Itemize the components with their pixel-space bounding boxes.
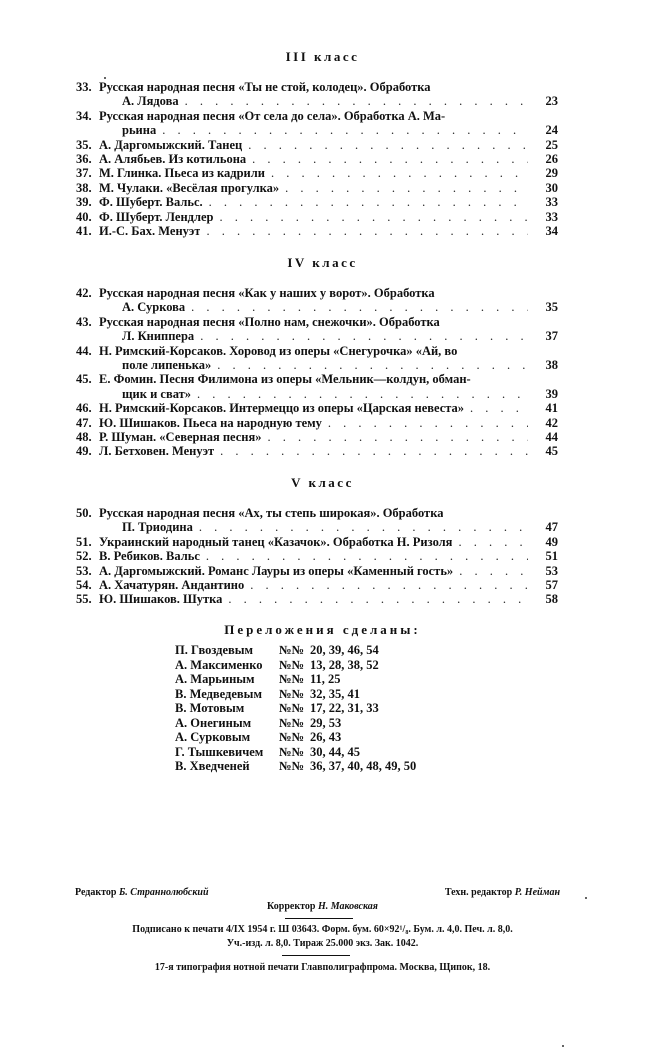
dot-leader	[200, 329, 528, 343]
arranger-name: А. Сурковым	[175, 730, 251, 744]
arranger-name: В. Медведевым	[175, 686, 262, 701]
toc-entry-page: 38	[545, 358, 558, 373]
signed-to-print-line-1: Подписано к печати 4/IX 1954 г. Ш 03643. Форм. бум. 60×92¹/₈. Бум. л. 4,0. Печ. л. 8,0.	[132, 924, 513, 935]
toc-entry-number: 40.	[76, 209, 92, 224]
toc-entry-page: 53	[545, 563, 558, 578]
toc-entry-line	[76, 152, 558, 166]
toc-entry	[76, 506, 558, 535]
arranged-numbers: 20, 39, 46, 54	[310, 643, 379, 657]
toc-entry-line	[76, 315, 558, 329]
toc-entry-line	[76, 80, 558, 94]
divider-rule	[282, 955, 350, 956]
dot-leader	[285, 181, 528, 195]
toc-entry	[76, 286, 558, 315]
toc-entry-title: Русская народная песня «От села до села». Обработка А. Ма-	[99, 108, 446, 123]
toc-entry-number: 55.	[76, 592, 92, 607]
toc-entry-title: Русская народная песня «Полно нам, снежочки». Обработка	[99, 314, 440, 329]
arranged-numbers: 36, 37, 40, 48, 49, 50	[310, 759, 417, 773]
dot-leader	[458, 535, 528, 549]
dot-leader	[191, 300, 528, 314]
toc-entry-line	[76, 444, 558, 458]
toc-entry-page: 39	[545, 386, 558, 401]
toc-entry	[76, 535, 558, 549]
arrangement-row	[175, 643, 416, 658]
toc-entry-number: 50.	[76, 506, 92, 520]
toc-entry-number: 51.	[76, 534, 92, 549]
dot-leader	[197, 387, 528, 401]
toc-entry	[76, 109, 558, 138]
section-heading-iii: III класс	[285, 49, 360, 64]
toc-entry-line	[76, 224, 558, 238]
toc-entry-title: В. Ребиков. Вальс	[99, 549, 200, 564]
toc-entry-page: 26	[545, 152, 558, 167]
toc-entry	[76, 181, 558, 195]
toc-entry	[76, 195, 558, 209]
tech-editor	[445, 887, 560, 898]
toc-entry-title: Ф. Шуберт. Лендлер	[99, 209, 214, 224]
toc-entry-line	[76, 430, 558, 444]
editors-row	[75, 887, 560, 898]
number-sign: №№	[279, 701, 305, 715]
toc-entry-line	[76, 506, 558, 520]
toc-entry-title: Русская народная песня «Ты не стой, колодец». Обработка	[99, 80, 431, 94]
toc-entry-title: Н. Римский-Корсаков. Интермеццо из оперы «Царская невеста»	[99, 401, 465, 416]
toc-entry	[76, 564, 558, 578]
toc-entry-page: 57	[545, 578, 558, 593]
dot-leader	[250, 578, 528, 592]
toc-entry-title: Русская народная песня «Как у наших у ворот». Обработка	[99, 286, 435, 300]
toc-entry	[76, 416, 558, 430]
toc-entry-page: 25	[545, 137, 558, 152]
toc-entry-line	[76, 181, 558, 195]
toc-entry-title: Е. Фомин. Песня Филимона из оперы «Мельник—колдун, обман-	[99, 372, 471, 387]
printer-line: 17-я типография нотной печати Главполиграфпрома. Москва, Щипок, 18.	[154, 962, 491, 973]
toc-entry	[76, 138, 558, 152]
toc-entry-title: рьина	[122, 123, 157, 138]
toc-entry-number: 39.	[76, 195, 92, 210]
toc-entry-title: А. Алябьев. Из котильона	[99, 152, 247, 167]
arranger-name: В. Мотовым	[175, 701, 245, 715]
toc-entry-title: Л. Книппера	[122, 329, 195, 344]
dot-leader	[162, 123, 528, 137]
toc-entry-number: 47.	[76, 415, 92, 430]
dot-leader	[206, 224, 528, 238]
arranged-numbers: 11, 25	[310, 672, 341, 686]
toc-entry-line	[76, 210, 558, 224]
dot-leader	[268, 430, 529, 444]
toc-entry-number: 41.	[76, 224, 92, 239]
arranged-numbers: 13, 28, 38, 52	[310, 657, 379, 672]
toc-entry-title: А. Даргомыжский. Романс Лауры из оперы «Каменный гость»	[99, 563, 454, 578]
toc-entry	[76, 224, 558, 238]
tech-editor-label: Техн. редактор	[444, 887, 513, 898]
toc-entry-number: 35.	[76, 137, 92, 152]
toc-entry	[76, 430, 558, 444]
dot-leader	[220, 444, 528, 458]
toc-entry-number: 44.	[76, 343, 92, 358]
toc-entry	[76, 152, 558, 166]
arrangement-row	[175, 716, 416, 731]
section-heading-v: V класс	[291, 475, 354, 490]
toc-entry-continuation	[76, 300, 558, 314]
toc-entry-page: 45	[545, 444, 558, 459]
arrangement-row	[175, 730, 416, 745]
toc-entry-line	[76, 344, 558, 358]
arrangement-row	[175, 687, 416, 702]
toc-entry-continuation	[76, 94, 558, 108]
toc-entry	[76, 401, 558, 415]
toc-entry-number: 42.	[76, 286, 92, 300]
toc-entry-line	[76, 535, 558, 549]
toc-entry-page: 23	[545, 94, 558, 109]
dot-leader	[252, 152, 528, 166]
tech-editor-name: Р. Нейман	[514, 887, 560, 898]
toc-entry-page: 41	[545, 401, 558, 416]
toc-entry	[76, 166, 558, 180]
toc-entry-page: 44	[545, 430, 558, 445]
toc-entry	[76, 592, 558, 606]
toc-entry-line	[76, 166, 558, 180]
arrangement-row	[175, 759, 416, 774]
toc-entry-number: 53.	[76, 563, 92, 578]
editor-label: Редактор	[75, 887, 117, 898]
toc-entry-title: А. Даргомыжский. Танец	[99, 137, 243, 152]
arranger-name: А. Марьиным	[175, 672, 255, 686]
toc-entry	[76, 80, 558, 109]
arranger-name: П. Гвоздевым	[175, 643, 254, 657]
corrector	[0, 901, 645, 912]
toc-section-iv	[76, 286, 558, 459]
number-sign: №№	[279, 715, 305, 730]
toc-entry-title: Н. Римский-Корсаков. Хоровод из оперы «Снегурочка» «Ай, во	[99, 343, 458, 358]
arrangement-row	[175, 672, 416, 687]
number-sign: №№	[279, 657, 305, 672]
toc-entry-title: П. Триодина	[122, 520, 193, 535]
toc-entry-number: 38.	[76, 180, 92, 195]
arrangement-row	[175, 658, 416, 673]
toc-entry-page: 34	[545, 224, 558, 239]
toc-entry-line	[76, 416, 558, 430]
arranger-name: Г. Тышкевичем	[175, 744, 264, 759]
toc-entry-page: 58	[545, 592, 558, 607]
toc-entry-page: 29	[545, 166, 558, 181]
toc-entry-page: 24	[545, 123, 558, 138]
toc-entry	[76, 344, 558, 373]
toc-entry-number: 36.	[76, 152, 92, 167]
arranger-name: В. Хведченей	[175, 759, 250, 773]
toc-entry	[76, 578, 558, 592]
toc-entry-title: Ю. Шишаков. Шутка	[99, 592, 223, 607]
toc-entry-page: 33	[545, 209, 558, 224]
dot-leader	[199, 520, 528, 534]
editor	[75, 887, 209, 898]
toc-entry-page: 51	[545, 549, 558, 564]
dot-leader	[219, 210, 528, 224]
toc-entry-continuation	[76, 329, 558, 343]
toc-entry-number: 34.	[76, 108, 92, 123]
toc-entry-number: 33.	[76, 80, 92, 94]
arrangement-row	[175, 745, 416, 760]
toc-entry-page: 33	[545, 195, 558, 210]
arrangement-row	[175, 701, 416, 716]
scan-speck	[585, 897, 587, 899]
dot-leader	[328, 416, 528, 430]
toc-entry-line	[76, 549, 558, 563]
number-sign: №№	[279, 643, 305, 657]
toc-entry-page: 47	[545, 520, 558, 535]
toc-entry-title: Ю. Шишаков. Пьеса на народную тему	[99, 415, 322, 430]
arrangements-title: Переложения сделаны:	[224, 622, 421, 637]
toc-entry-page: 37	[545, 329, 558, 344]
toc-entry	[76, 210, 558, 224]
toc-entry-line	[76, 372, 558, 386]
toc-entry-number: 48.	[76, 430, 92, 445]
toc-entry-continuation	[76, 123, 558, 137]
toc-section-v	[76, 506, 558, 607]
dot-leader	[248, 138, 528, 152]
scan-speck	[104, 77, 106, 79]
toc-entry-number: 37.	[76, 166, 92, 181]
dot-leader	[209, 195, 528, 209]
toc-entry	[76, 372, 558, 401]
toc-section-iii	[76, 80, 558, 238]
toc-entry-title: Ф. Шуберт. Вальс.	[99, 195, 203, 210]
editor-name: Б. Страннолюбский	[118, 887, 209, 898]
toc-entry-title: щик и сват»	[122, 386, 192, 401]
toc-entry-title: поле липенька»	[122, 358, 212, 373]
toc-entry-number: 43.	[76, 314, 92, 329]
toc-entry-title: М. Глинка. Пьеса из кадрили	[99, 166, 265, 181]
toc-entry-line	[76, 592, 558, 606]
number-sign: №№	[279, 744, 305, 759]
section-heading-iv: IV класс	[287, 255, 358, 270]
toc-entry-line	[76, 195, 558, 209]
dot-leader	[217, 358, 528, 372]
toc-entry-title: Украинский народный танец «Казачок». Обработка Н. Ризоля	[99, 534, 453, 549]
corrector-name: Н. Маковская	[317, 901, 378, 912]
arranged-numbers: 26, 43	[310, 730, 342, 744]
toc-entry-page: 30	[545, 180, 558, 195]
toc-entry-continuation	[76, 358, 558, 372]
toc-entry-title: Л. Бетховен. Менуэт	[99, 444, 215, 459]
arranger-name: А. Максименко	[175, 657, 263, 672]
arranged-numbers: 30, 44, 45	[310, 744, 360, 759]
corrector-label: Корректор	[267, 901, 316, 912]
dot-leader	[206, 549, 528, 563]
toc-entry-number: 52.	[76, 549, 92, 564]
toc-entry-continuation	[76, 387, 558, 401]
number-sign: №№	[279, 759, 305, 773]
toc-entry-title: М. Чулаки. «Весёлая прогулка»	[99, 180, 280, 195]
toc-entry-number: 46.	[76, 401, 92, 416]
toc-entry-number: 49.	[76, 444, 92, 459]
toc-entry-title: А. Суркова	[122, 300, 186, 315]
toc-entry	[76, 444, 558, 458]
number-sign: №№	[279, 686, 305, 701]
arranged-numbers: 32, 35, 41	[310, 686, 360, 701]
toc-entry-line	[76, 401, 558, 415]
arrangements-list	[175, 643, 416, 774]
toc-entry-title: Р. Шуман. «Северная песня»	[99, 430, 262, 445]
toc-entry-page: 42	[545, 415, 558, 430]
toc-entry-continuation	[76, 520, 558, 534]
dot-leader	[228, 592, 528, 606]
toc-entry	[76, 549, 558, 563]
toc-entry-line	[76, 286, 558, 300]
toc-entry-title: А. Хачатурян. Андантино	[99, 578, 245, 593]
toc-entry-line	[76, 564, 558, 578]
arranged-numbers: 17, 22, 31, 33	[310, 701, 379, 715]
divider-rule	[285, 918, 353, 919]
toc-entry-number: 54.	[76, 578, 92, 593]
toc-entry-line	[76, 109, 558, 123]
toc-entry-line	[76, 138, 558, 152]
arranged-numbers: 29, 53	[310, 715, 342, 730]
toc-entry-line	[76, 578, 558, 592]
toc-entry-title: И.-С. Бах. Менуэт	[99, 224, 201, 239]
toc-entry-title: Русская народная песня «Ах, ты степь широкая». Обработка	[99, 506, 444, 520]
arranger-name: А. Онегиным	[175, 715, 252, 730]
dot-leader	[185, 94, 528, 108]
toc-entry-page: 49	[545, 534, 558, 549]
toc-entry-number: 45.	[76, 372, 92, 387]
number-sign: №№	[279, 672, 305, 686]
dot-leader	[459, 564, 528, 578]
toc-entry-page: 35	[545, 300, 558, 315]
toc-entry-title: А. Лядова	[122, 94, 179, 109]
dot-leader	[470, 401, 528, 415]
signed-to-print-line-2: Уч.-изд. л. 8,0. Тираж 25.000 экз. Зак. 1042.	[226, 938, 419, 949]
dot-leader	[271, 166, 528, 180]
number-sign: №№	[279, 730, 305, 744]
toc-entry	[76, 315, 558, 344]
